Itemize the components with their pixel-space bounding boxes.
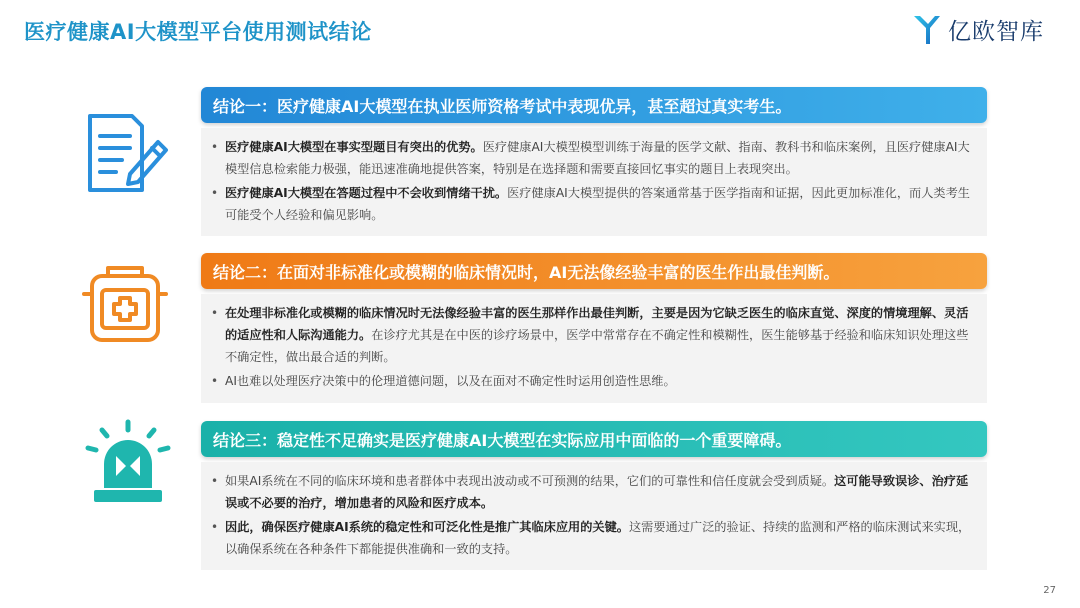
- brand-logo: [912, 12, 1044, 46]
- conclusion-1-bullet-1: [209, 136, 973, 180]
- page-title: 医疗健康AI大模型平台使用测试结论: [24, 20, 372, 44]
- conclusion-1-bullet-2: [209, 182, 973, 226]
- bullet-bold: 医疗健康AI大模型在答题过程中不会收到情绪干扰。: [225, 186, 508, 200]
- conclusion-2-panel: [201, 294, 987, 403]
- bullet-bold: 因此，确保医疗健康AI系统的稳定性和可泛化性是推广其临床应用的关键。: [225, 520, 629, 534]
- medical-kit-icon: [82, 260, 168, 346]
- conclusion-1-banner: 结论一：医疗健康AI大模型在执业医师资格考试中表现优异，甚至超过真实考生。: [201, 87, 987, 123]
- bullet-bold: 医疗健康AI大模型在事实型题目有突出的优势。: [225, 140, 483, 154]
- bullet-text: 在诊疗尤其是在中医的诊疗场景中，医学中常常存在不确定性和模糊性，医生能够基于经验和临床知识处理这些不确定性，做出最合适的判断。: [225, 328, 969, 364]
- conclusion-2-bullet-1: [209, 302, 973, 368]
- bullet-text: 医疗健康AI大模型提供的答案通常基于医学指南和证据，因此更加标准化，而人类考生可能受个人经验和偏见影响。: [225, 186, 970, 222]
- conclusion-3-panel: [201, 462, 987, 570]
- bullet-text: AI也难以处理医疗决策中的伦理道德问题，以及在面对不确定性时运用创造性思维。: [225, 374, 676, 388]
- conclusion-2-bullet-2: [209, 370, 973, 392]
- conclusion-3-banner: 结论三：稳定性不足确实是医疗健康AI大模型在实际应用中面临的一个重要障碍。: [201, 421, 987, 457]
- conclusion-2-banner: 结论二：在面对非标准化或模糊的临床情况时，AI无法像经验丰富的医生作出最佳判断。: [201, 253, 987, 289]
- conclusion-1-panel: [201, 128, 987, 236]
- conclusion-3-bullet-1: [209, 470, 973, 514]
- bullet-bold: 在处理非标准化或模糊的临床情况时无法像经验丰富的医生那样作出最佳判断，主要是因为它缺乏医生的临床直觉、深度的情境理解、灵活的适应性和人际沟通能力。: [225, 306, 969, 342]
- bullet-bold: 这可能导致误诊、治疗延误或不必要的治疗，增加患者的风险和医疗成本。: [225, 474, 969, 510]
- brand-mark-icon: [912, 12, 942, 46]
- brand-name: 亿欧智库: [948, 18, 1044, 45]
- alarm-siren-icon: [82, 418, 174, 510]
- bullet-text: 这需要通过广泛的验证、持续的监测和严格的临床测试来实现，以确保系统在各种条件下都能提供准确和一致的支持。: [225, 520, 971, 556]
- bullet-text: 医疗健康AI大模型模型训练于海量的医学文献、指南、教科书和临床案例，且医疗健康AI大模型信息检索能力极强，能迅速准确地提供答案，特别是在选择题和需要直接回忆事实的题目上表现突出。: [225, 140, 970, 176]
- page-number: 27: [1043, 585, 1056, 596]
- bullet-text: 如果AI系统在不同的临床环境和患者群体中表现出波动或不可预测的结果，它们的可靠性和信任度就会受到质疑。: [225, 474, 835, 488]
- document-pencil-icon: [80, 112, 172, 194]
- conclusion-3-bullet-2: [209, 516, 973, 560]
